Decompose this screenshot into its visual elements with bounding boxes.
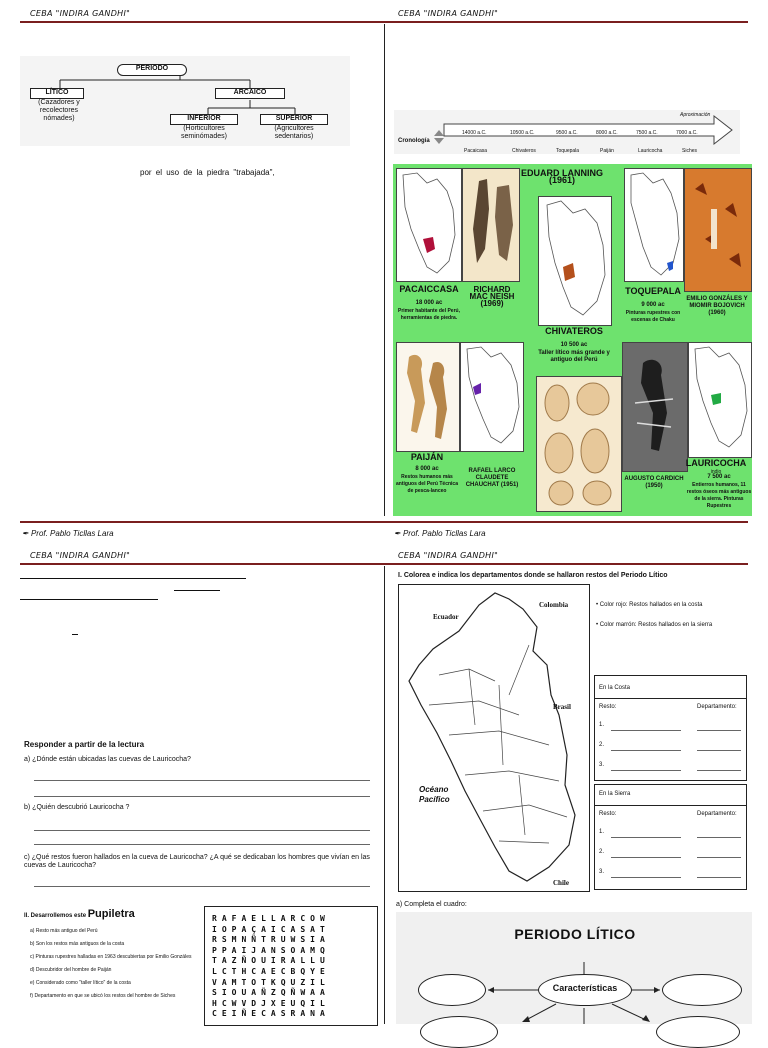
costa-resto: Resto: [599, 704, 617, 710]
footer-rule [20, 521, 748, 523]
concept-title: PERIODO LÍTICO [514, 926, 636, 942]
concept-instruction: a) Completa el cuadro: [396, 901, 467, 908]
pacaicasa-desc: Primer habitante del Perú, herramientas de piedra. [398, 308, 460, 321]
costa-num-2: 2. [599, 742, 605, 748]
header-rule-bottom [20, 563, 748, 565]
diagram-arcaico: ARCAICO [215, 88, 285, 99]
chivateros-desc: Taller lítico más grande y antiguo del Perú [538, 350, 610, 363]
label-chile: Chile [553, 879, 569, 887]
pacaicasa-date: 18 000 ac [415, 300, 443, 306]
costa-dept: Departamento: [697, 704, 737, 710]
pacaicasa-name: PACAICCASA [399, 284, 459, 294]
diagram-litico: LÍTICO [30, 88, 84, 99]
timeline-label: Cronología [398, 138, 430, 144]
reading-title: Responder a partir de la lectura [24, 740, 145, 749]
costa-num-3: 3. [599, 762, 605, 768]
clue-d: d) Descubridor del hombre de Paiján [30, 967, 112, 973]
lauricocha-desc: Entierros humanos, 11 restos óseos más antiguos de la sierra. Pinturas Rupestres [686, 482, 752, 509]
costa-title: En la Costa [599, 685, 631, 691]
larco-name: RAFAEL LARCO CLAUDETE CHAUCHAT (1951) [465, 468, 519, 488]
grid-row[interactable]: RSMNÑTRUWSIA [212, 935, 330, 945]
timeline-date-4: 7500 a.C. [636, 130, 658, 136]
header-school-br: CEBA "INDIRA GANDHI" [398, 551, 499, 560]
sierra-num-3: 3. [599, 869, 605, 875]
grid-row[interactable]: TAZÑOUIRALLU [212, 956, 330, 966]
header-school-tr: CEBA "INDIRA GANDHI" [398, 9, 499, 18]
teacher-footer-right: ✒ Prof. Pablo Ticllas Lara [394, 529, 486, 538]
diagram-superior-desc: (Agricultores sedentarios) [274, 125, 314, 140]
bullet-icon: • [596, 602, 599, 608]
clue-b: b) Son los restos más antiguos de la costa [30, 941, 125, 947]
lauricocha-skeleton-image [622, 342, 688, 472]
costa-dept-line[interactable] [697, 770, 741, 771]
sierra-title: En la Sierra [599, 791, 631, 797]
costa-num-1: 1. [599, 722, 605, 728]
clue-f: f) Departamento en que se ubicó los restos del hombre de Siches [30, 993, 176, 999]
grid-row[interactable]: IOPAÇAICASAT [212, 924, 330, 934]
costa-dept-line[interactable] [697, 750, 741, 751]
answer-line[interactable] [34, 830, 370, 831]
peru-map[interactable] [399, 585, 589, 891]
paijan-desc: Restos humanos más antiguos del Perú Técnica de pesca-lanceo [396, 474, 458, 494]
pupiletra-grid[interactable] [212, 914, 330, 1020]
question-b: b) ¿Quién descubrió Lauricocha ? [24, 804, 130, 811]
blank-line [20, 599, 158, 600]
label-ocean: Océano Pacífico [419, 785, 450, 804]
lanning-caption: EDUARD LANNING (1961) [521, 168, 603, 185]
timeline-site-4: Lauricocha [638, 148, 663, 154]
diagram-periodo: PERIODO [117, 64, 187, 76]
costa-table [594, 675, 747, 781]
bullet-icon: • [596, 622, 599, 628]
grid-row[interactable]: LCTHCAECBQYE [212, 966, 330, 976]
feather-icon: ✒ [394, 529, 401, 538]
timeline-date-2: 9500 a.C. [556, 130, 578, 136]
concept-node-left[interactable] [418, 974, 486, 1006]
page-divider-top [384, 24, 385, 516]
timeline-site-5: Siches [682, 148, 698, 154]
label-brasil: Brasil [553, 703, 571, 711]
timeline-date-0: 14000 a.C. [462, 130, 487, 136]
pacaicasa-map [396, 168, 462, 282]
grid-row[interactable]: HCWVDJXEUQIL [212, 998, 330, 1008]
legend-brown: • Color marrón: Restos hallados en la sierra [596, 622, 713, 628]
macneish-name: RICHARD MAC NEISH (1969) [469, 285, 515, 308]
feather-icon: ✒ [22, 529, 29, 538]
toquepala-map [624, 168, 684, 282]
diagram-litico-desc: (Cazadores y recolectores nómades) [38, 99, 80, 122]
chivateros-map [538, 196, 612, 326]
costa-dept-line[interactable] [697, 730, 741, 731]
clue-a: a) Resto más antiguo del Perú [30, 928, 98, 934]
timeline-date-5: 7000 a.C. [676, 130, 698, 136]
blank-line [72, 634, 78, 635]
grid-row[interactable]: PPAIJANSOAMQ [212, 945, 330, 955]
label-colombia: Colombia [539, 601, 569, 609]
concept-node-right[interactable] [662, 974, 742, 1006]
lauricocha-date: 7 500 ac [707, 474, 731, 480]
toquepala-date: 9 000 ac [641, 302, 665, 308]
diagram-inferior: INFERIOR [170, 114, 238, 125]
clue-e: e) Considerado como "taller lítico" de la costa [30, 980, 131, 986]
sierra-resto: Resto: [599, 811, 617, 817]
timeline-site-2: Toquepala [556, 148, 580, 154]
costa-resto-line[interactable] [611, 750, 681, 751]
sierra-table [594, 784, 747, 890]
pupiletra-heading: II. Desarrollemos este Pupiletra [24, 908, 135, 920]
answer-line[interactable] [34, 844, 370, 845]
macneish-tool-image [462, 168, 520, 282]
concept-connectors [396, 912, 752, 1024]
sierra-dept-line[interactable] [697, 837, 741, 838]
concept-center-label: Características [552, 983, 618, 993]
question-c: c) ¿Qué restos fueron hallados en la cueva de Lauricocha? ¿A qué se dedicaban los hombres que vivían en las cuevas de Lauricocha? [24, 854, 370, 869]
body-text: por el uso de la piedra "trabajada", [140, 168, 275, 177]
chivateros-tools-image [536, 376, 622, 512]
toquepala-desc: Pinturas rupestres con escenas de Chaku [625, 310, 681, 323]
teacher-footer-left: ✒ Prof. Pablo Ticllas Lara [22, 529, 114, 538]
sierra-num-1: 1. [599, 829, 605, 835]
diagram-superior: SUPERIOR [260, 114, 328, 125]
lauricocha-name: LAURICOCHA indio [685, 458, 747, 475]
toquepala-name: TOQUEPALA [625, 286, 681, 296]
timeline-date-3: 8000 a.C. [596, 130, 618, 136]
paijan-name: PAIJÁN [410, 452, 444, 462]
label-ecuador: Ecuador [433, 613, 459, 621]
answer-line[interactable] [34, 796, 370, 797]
sierra-resto-line[interactable] [611, 857, 681, 858]
concept-node-bottom-left[interactable] [420, 1016, 498, 1048]
clue-c: c) Pinturas rupestres halladas en 1963 descubiertas por Emilio Gonzáles [30, 954, 192, 960]
map-section-title: I. Colorea e indica los departamentos donde se hallaron restos del Periodo Lítico [398, 572, 668, 579]
paijan-skeleton-image [396, 342, 460, 452]
pupiletra-clues [30, 928, 200, 1000]
concept-node-bottom-right[interactable] [656, 1016, 740, 1048]
cardich-name: AUGUSTO CARDICH (1950) [624, 476, 684, 489]
answer-line[interactable] [34, 886, 370, 887]
sierra-dept-line[interactable] [697, 857, 741, 858]
timeline-site-0: Pacaicasa [464, 148, 488, 154]
chivateros-name: CHIVATEROS [545, 326, 603, 336]
grid-row[interactable]: CEIÑECASRANA [212, 1009, 330, 1019]
paijan-date: 8 000 ac [415, 466, 439, 472]
header-school-bl: CEBA "INDIRA GANDHI" [30, 551, 131, 560]
toquepala-rock-art [684, 168, 752, 292]
grid-row[interactable]: RAFAELLARCOW [212, 914, 330, 923]
header-rule-top [20, 21, 748, 23]
answer-line[interactable] [34, 780, 370, 781]
blank-line [174, 590, 220, 591]
header-school-tl: CEBA "INDIRA GANDHI" [30, 9, 131, 18]
timeline-approx: Aproximación [680, 112, 711, 118]
grid-row[interactable]: SIOUAÑZQÑWAA [212, 988, 330, 998]
question-a: a) ¿Dónde están ubicadas las cuevas de Lauricocha? [24, 756, 191, 763]
sierra-num-2: 2. [599, 849, 605, 855]
timeline-site-3: Paiján [600, 148, 614, 154]
legend-red: • Color rojo: Restos hallados en la costa [596, 602, 703, 608]
sierra-resto-line[interactable] [611, 837, 681, 838]
lauricocha-map [688, 342, 752, 458]
sierra-dept-line[interactable] [697, 877, 741, 878]
sierra-dept: Departamento: [697, 811, 737, 817]
gonzales-name: EMILIO GONZÁLES Y MIOMIR BOJOVICH (1960) [686, 296, 748, 316]
sierra-resto-line[interactable] [611, 877, 681, 878]
chivateros-date: 10 500 ac [560, 342, 588, 348]
costa-resto-line[interactable] [611, 730, 681, 731]
peru-map-frame[interactable] [398, 584, 590, 892]
grid-row[interactable]: VAMTOTKQUZIL [212, 977, 330, 987]
timeline-site-1: Chivateros [512, 148, 536, 154]
costa-resto-line[interactable] [611, 770, 681, 771]
page-divider-bottom [384, 566, 385, 1024]
diagram-inferior-desc: (Horticultores seminómades) [181, 125, 227, 140]
blank-line [20, 578, 246, 579]
timeline-date-1: 10500 a.C. [510, 130, 535, 136]
paijan-map [460, 342, 524, 452]
